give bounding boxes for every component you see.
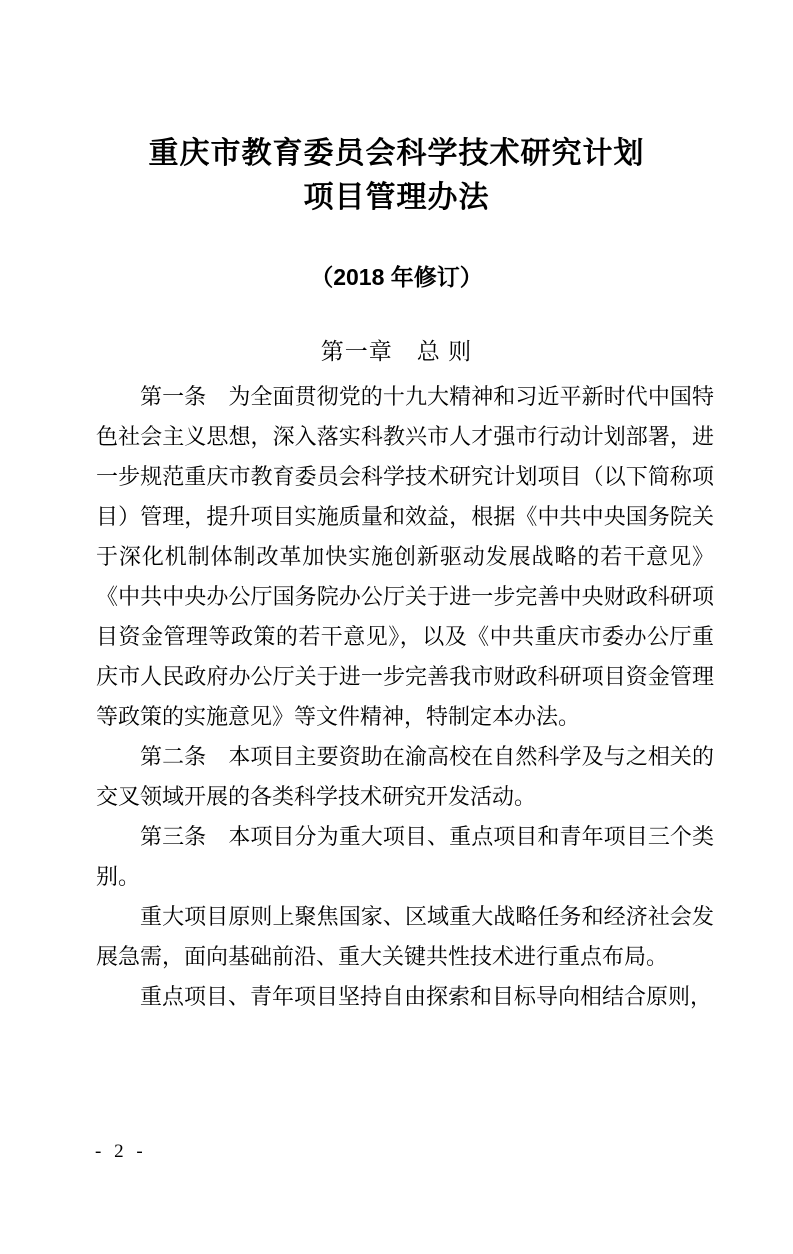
document-title-line-2: 项目管理办法 bbox=[303, 181, 490, 214]
document-page bbox=[0, 132, 793, 1254]
chapter-heading: 第一章 总 则 bbox=[320, 338, 473, 364]
paragraph-article-2: 第二条 本项目主要资助在渝高校在自然科学及与之相关的交叉领域开展的各类科学技术研究开发活动。 bbox=[96, 744, 714, 809]
paragraph-major-projects: 重大项目原则上聚焦国家、区域重大战略任务和经济社会发展急需，面向基础前沿、重大关键共性技术进行重点布局。 bbox=[96, 904, 714, 969]
paragraph-article-3: 第三条 本项目分为重大项目、重点项目和青年项目三个类别。 bbox=[96, 824, 714, 889]
paragraph-article-1: 第一条 为全面贯彻党的十九大精神和习近平新时代中国特色社会主义思想，深入落实科教兴市人才强市行动计划部署，进一步规范重庆市教育委员会科学技术研究计划项目（以下简称项目）管理，提升项目实施质量和效益，根据《中共中央国务院关于深化机制体制改革加快实施创新驱动发展战略的若干意见》《中共中央办公厅国务院办公厅关于进一步完善中央财政科研项目资金管理等政策的若干意见》，以及《中共重庆市委办公厅重庆市人民政府办公厅关于进一步完善我市财政科研项目资金管理等政策的实施意见》等文件精神，特制定本办法。 bbox=[96, 384, 714, 729]
page-number: - 2 - bbox=[95, 1141, 147, 1162]
document-title-line-1: 重庆市教育委员会科学技术研究计划 bbox=[148, 137, 645, 170]
paragraph-key-youth-projects: 重点项目、青年项目坚持自由探索和目标导向相结合原则， bbox=[140, 984, 713, 1009]
document-title bbox=[0, 132, 793, 220]
revision-note: （2018 年修订） bbox=[310, 264, 483, 290]
document-body bbox=[96, 377, 714, 1017]
